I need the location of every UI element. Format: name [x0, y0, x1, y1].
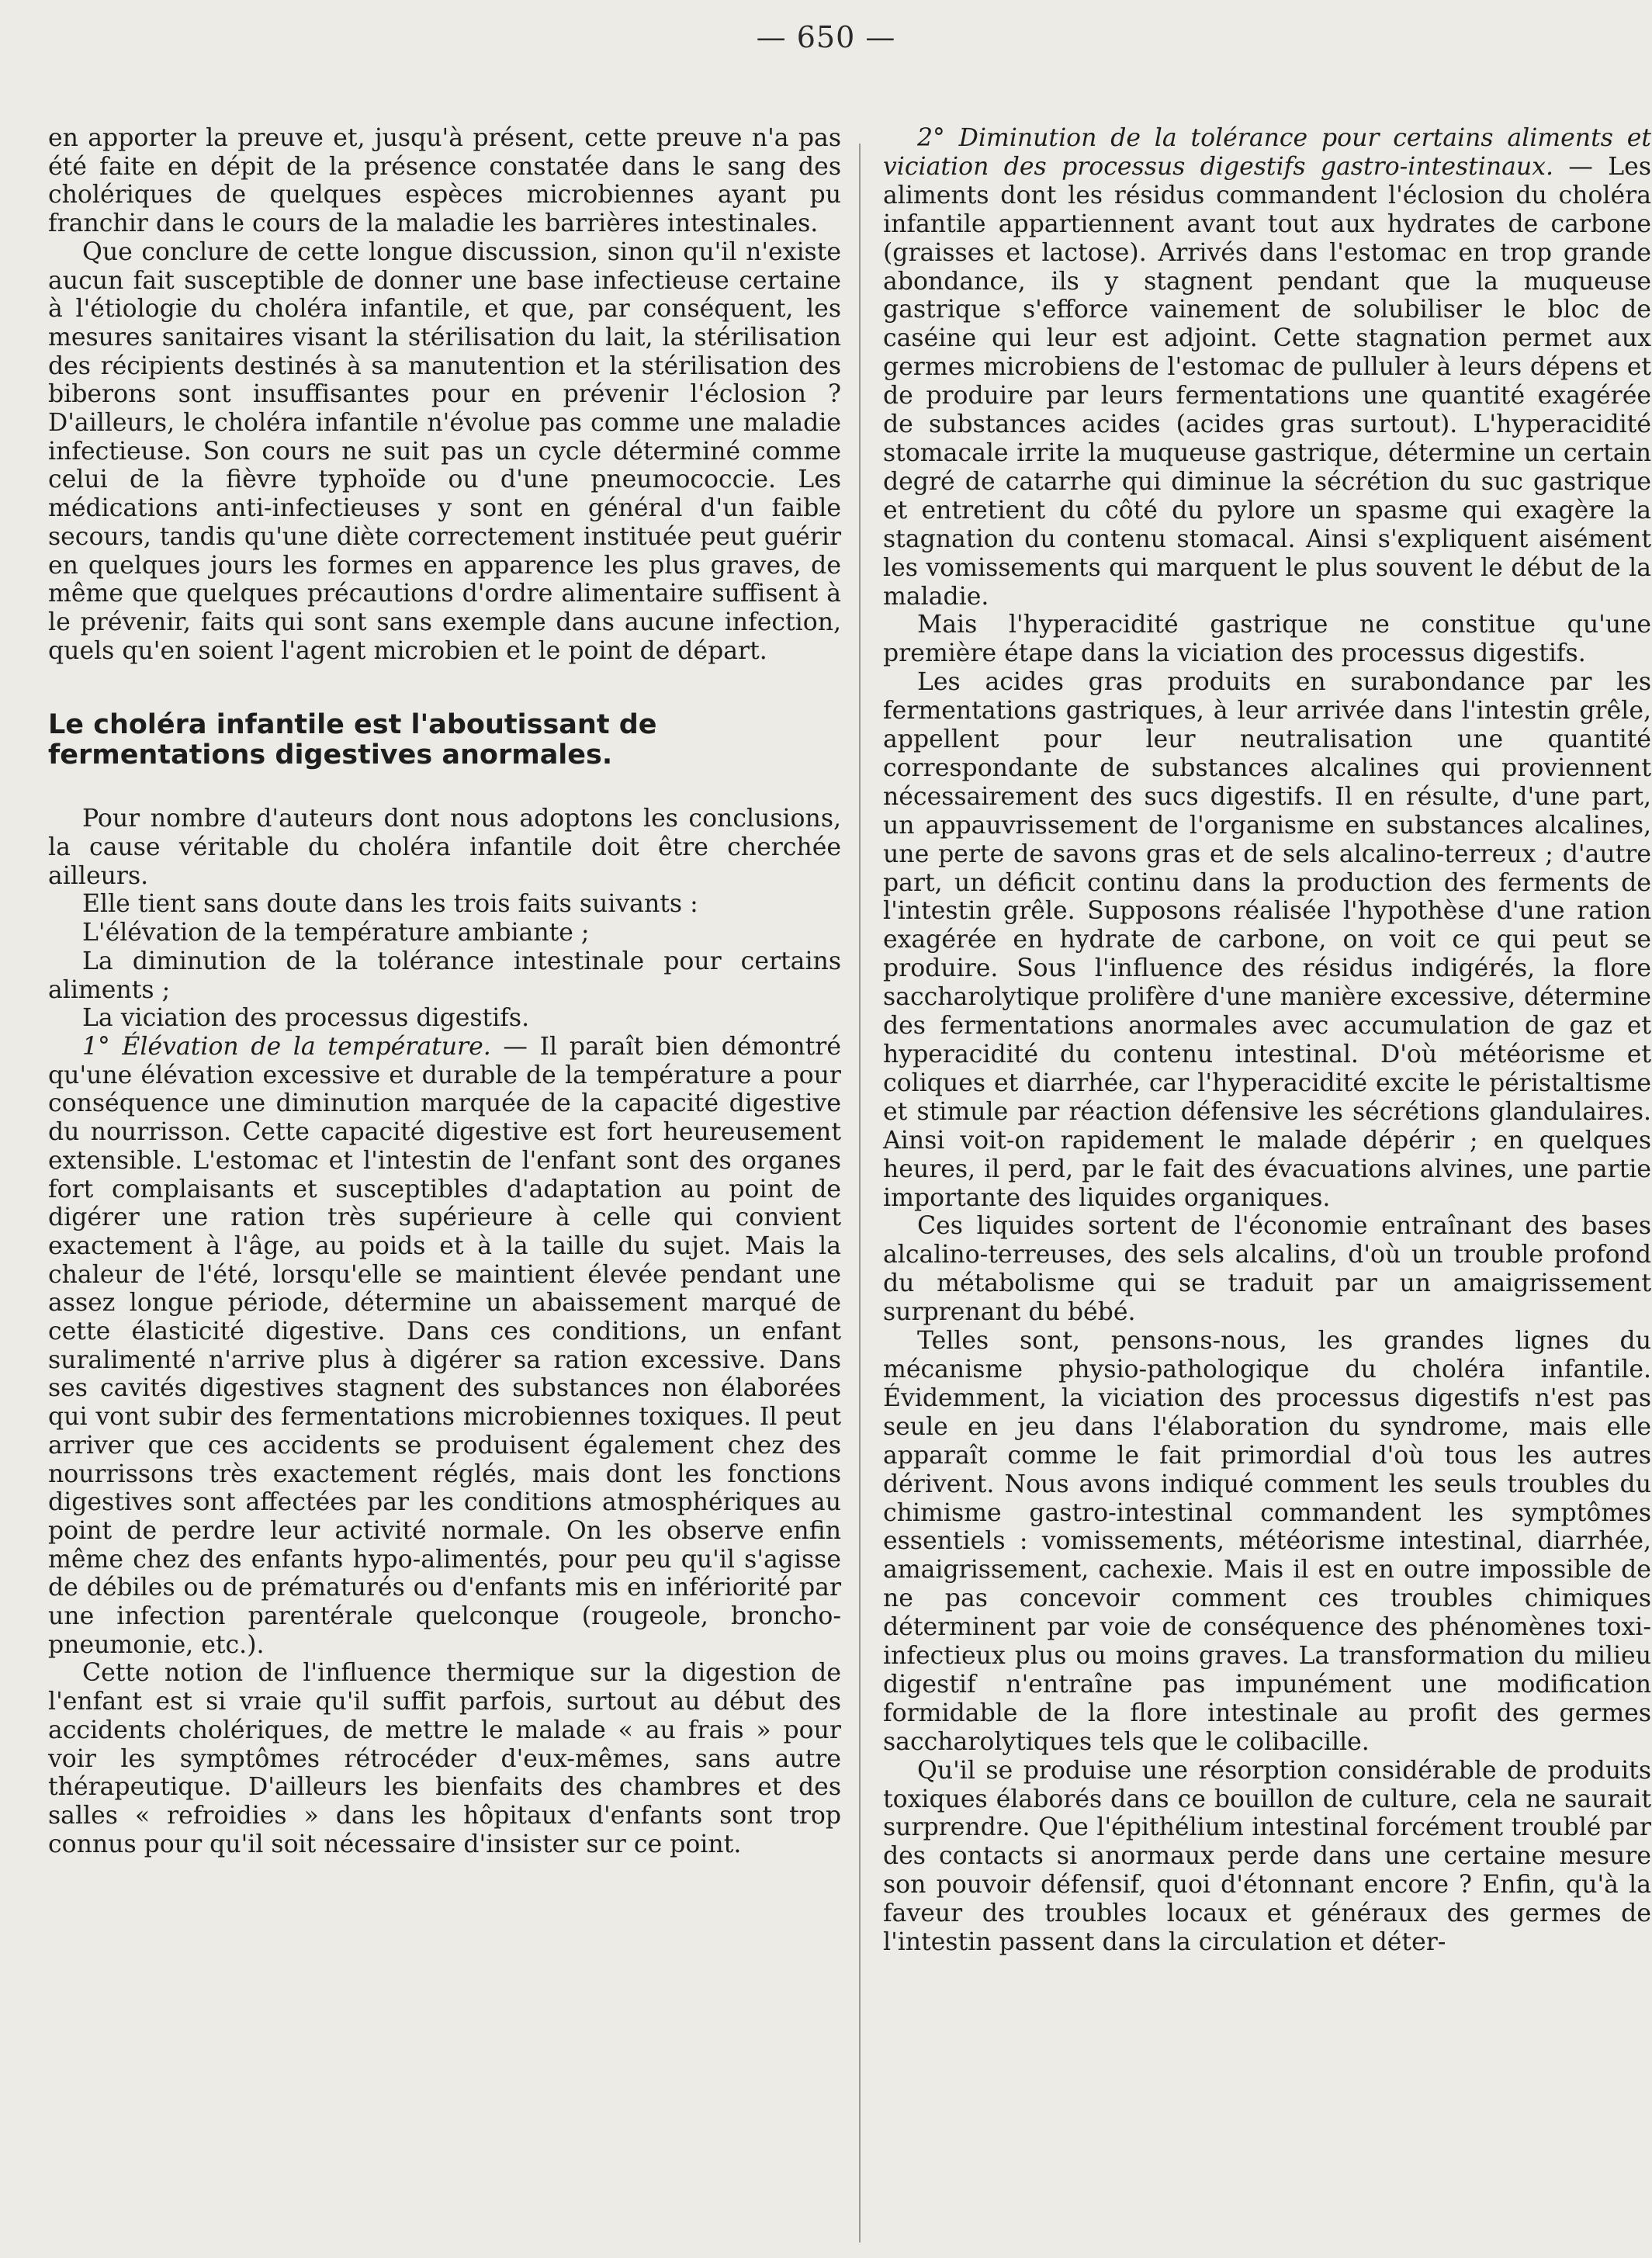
paragraph-mechanism: Telles sont, pensons-nous, les grandes lignes du mécanisme physio-pathologique du choléra infantile. Évidemment, la viciation des processus digestifs n'est pas seule en jeu dans l'élaboration du syndrome, mais elle apparaît comme le fait primordial d'où tous les autres dérivent. Nous avons indiqué comment les seuls troubles du chimisme gastro-intestinal commandent les symptômes essentiels : vomissements, météorisme intestinal, diarrhée, amaigrissement, cachexie. Mais il est en outre impossible de ne pas concevoir comment ces troubles chimiques déterminent par voie de conséquence des phénomènes toxi-infectieux plus ou moins graves. La transformation du milieu digestif n'entraîne pas impunément une modification formidable de la flore intestinale au profit des germes saccharolytiques tels que le colibacille. [883, 1327, 1651, 1756]
subheading-temperature: 1° Élévation de la température. [82, 1032, 491, 1061]
paragraph-temperature-body: — Il paraît bien démontré qu'une élévation excessive et durable de la température a pour conséquence une diminution marquée de la capacité digestive du nourrisson. Cette capacité digestive est fort heureusement extensible. L'estomac et l'intestin de l'enfant sont des organes fort complaisants et susceptibles d'adaptation au point de digérer une ration très supérieure à celle qui convient exactement à l'âge, au poids et à la taille du sujet. Mais la chaleur de l'été, lorsqu'elle se maintient élevée pendant une assez longue période, détermine un abaissement marqué de cette élasticité digestive. Dans ces conditions, un enfant suralimenté n'arrive plus à digérer sa ration excessive. Dans ses cavités digestives stagnent des substances non élaborées qui vont subir des fermentations microbiennes toxiques. Il peut arriver que ces accidents se produisent également chez des nourrissons très exactement réglés, mais dont les fonctions digestives sont affectées par les conditions atmosphériques au point de perdre leur activité normale. On les observe enfin même chez des enfants hypo-alimentés, pour peu qu'il s'agisse de débiles ou de prématurés ou d'enfants mis en infériorité par une infection parentérale quelconque (rougeole, broncho-pneumonie, etc.). [48, 1032, 841, 1659]
paragraph-thermal: Cette notion de l'influence thermique sur la digestion de l'enfant est si vraie qu'il suffit parfois, surtout au début des accidents cholériques, de mettre le malade « au frais » pour voir les symptômes rétrocéder d'eux-mêmes, sans autre thérapeutique. D'ailleurs les bienfaits des chambres et des salles « refroidies » dans les hôpitaux d'enfants sont trop connus pour qu'il soit nécessaire d'insister sur ce point. [48, 1659, 841, 1858]
fact-item: La viciation des processus digestifs. [82, 1004, 530, 1033]
paragraph-hyperacidity: Mais l'hyperacidité gastrique ne constitue qu'une première étape dans la viciation des processus digestifs. [883, 611, 1651, 668]
left-column [48, 124, 841, 1858]
paragraph-intro: en apporter la preuve et, jusqu'à présent, cette preuve n'a pas été faite en dépit de la présence constatée dans le sang des cholériques de quelques espèces microbiennes ayant pu franchir dans le cours de la maladie les barrières intestinales. [48, 124, 841, 238]
paragraph-tolerance-body: — Les aliments dont les résidus commandent l'éclosion du choléra infantile appartiennent avant tout aux hydrates de carbone (graisses et lactose). Arrivés dans l'estomac en trop grande abondance, ils y stagnent pendant que la muqueuse gastrique s'efforce vainement de solubiliser le bloc de caséine qui leur est adjoint. Cette stagnation permet aux germes microbiens de l'estomac de pulluler à leurs dépens et de produire par leurs fermentations une quantité exagérée de substances acides (acides gras surtout). L'hyperacidité stomacale irrite la muqueuse gastrique, détermine un certain degré de catarrhe qui diminue la sécrétion du suc gastrique et entretient du côté du pylore un spasme qui exagère la stagnation du contenu stomacal. Ainsi s'expliquent aisément les vomissements qui marquent le plus souvent le début de la maladie. [883, 152, 1651, 611]
paragraph-liquids: Ces liquides sortent de l'économie entraînant des bases alcalino-terreuses, des sels alcalins, d'où un trouble profond du métabolisme qui se traduit par un amaigrissement surprenant du bébé. [883, 1212, 1651, 1327]
paragraph-authors: Pour nombre d'auteurs dont nous adoptons les conclusions, la cause véritable du choléra infantile doit être cherchée ailleurs. [48, 805, 841, 890]
column-divider [859, 144, 861, 2242]
paragraph-tolerance [883, 124, 1651, 611]
right-column [883, 124, 1651, 1957]
subheading-tolerance: 2° Diminution de la tolérance pour certains aliments et viciation des processus digestifs gastro-intestinaux. [883, 124, 1651, 181]
paragraph-resorption: Qu'il se produise une résorption considérable de produits toxiques élaborés dans ce bouillon de culture, cela ne saurait surprendre. Que l'épithélium intestinal forcément troublé par des contacts si anormaux perde dans une certaine mesure son pouvoir défensif, quoi d'étonnant encore ? Enfin, qu'à la faveur des troubles locaux et généraux des germes de l'intestin passent dans la circulation et déter- [883, 1756, 1651, 1957]
fact-item: L'élévation de la température ambiante ; [82, 919, 590, 947]
section-heading: Le choléra infantile est l'aboutissant de fermentations digestives anormales. [48, 709, 657, 771]
paragraph-three-facts: Elle tient sans doute dans les trois faits suivants : [82, 890, 698, 919]
paragraph-conclusion: Que conclure de cette longue discussion, sinon qu'il n'existe aucun fait susceptible de donner une base infectieuse certaine à l'étiologie du choléra infantile, et que, par conséquent, les mesures sanitaires visant la stérilisation du lait, la stérilisation des récipients destinés à sa manutention et la stérilisation des biberons sont insuffisantes pour en prévenir l'éclosion ? D'ailleurs, le choléra infantile n'évolue pas comme une maladie infectieuse. Son cours ne suit pas un cycle déterminé comme celui de la fièvre typhoïde ou d'une pneumococcie. Les médications anti-infectieuses y sont en général d'un faible secours, tandis qu'une diète correctement instituée peut guérir en quelques jours les formes en apparence les plus graves, de même que quelques précautions d'ordre alimentaire suffisent à le prévenir, faits qui sont sans exemple dans aucune infection, quels qu'en soient l'agent microbien et le point de départ. [48, 237, 841, 665]
paragraph-temperature [48, 1033, 841, 1659]
paragraph-fatty-acids: Les acides gras produits en surabondance par les fermentations gastriques, à leur arrivée dans l'intestin grêle, appellent pour leur neutralisation une quantité correspondante de substances alcalines qui proviennent nécessairement des sucs digestifs. Il en résulte, d'une part, un appauvrissement de l'organisme en substances alcalines, une perte de savons gras et de sels alcalino-terreux ; d'autre part, un déficit continu dans la production des ferments de l'intestin grêle. Supposons réalisée l'hypothèse d'une ration exagérée en hydrate de carbone, on voit ce qui peut se produire. Sous l'influence des résidus indigérés, la flore saccharolytique prolifère d'une manière excessive, détermine des fermentations anormales avec accumulation de gaz et hyperacidité du contenu intestinal. D'où météorisme et coliques et diarrhée, car l'hyperacidité excite le péristaltisme et stimule par réaction défensive les sécrétions glandulaires. Ainsi voit-on rapidement le malade dépérir ; en quelques heures, il perd, par le fait des évacuations alvines, une partie importante des liquides organiques. [883, 668, 1651, 1212]
fact-item: La diminution de la tolérance intestinale pour certains aliments ; [48, 947, 841, 1004]
page-number: — 650 — [756, 20, 896, 54]
